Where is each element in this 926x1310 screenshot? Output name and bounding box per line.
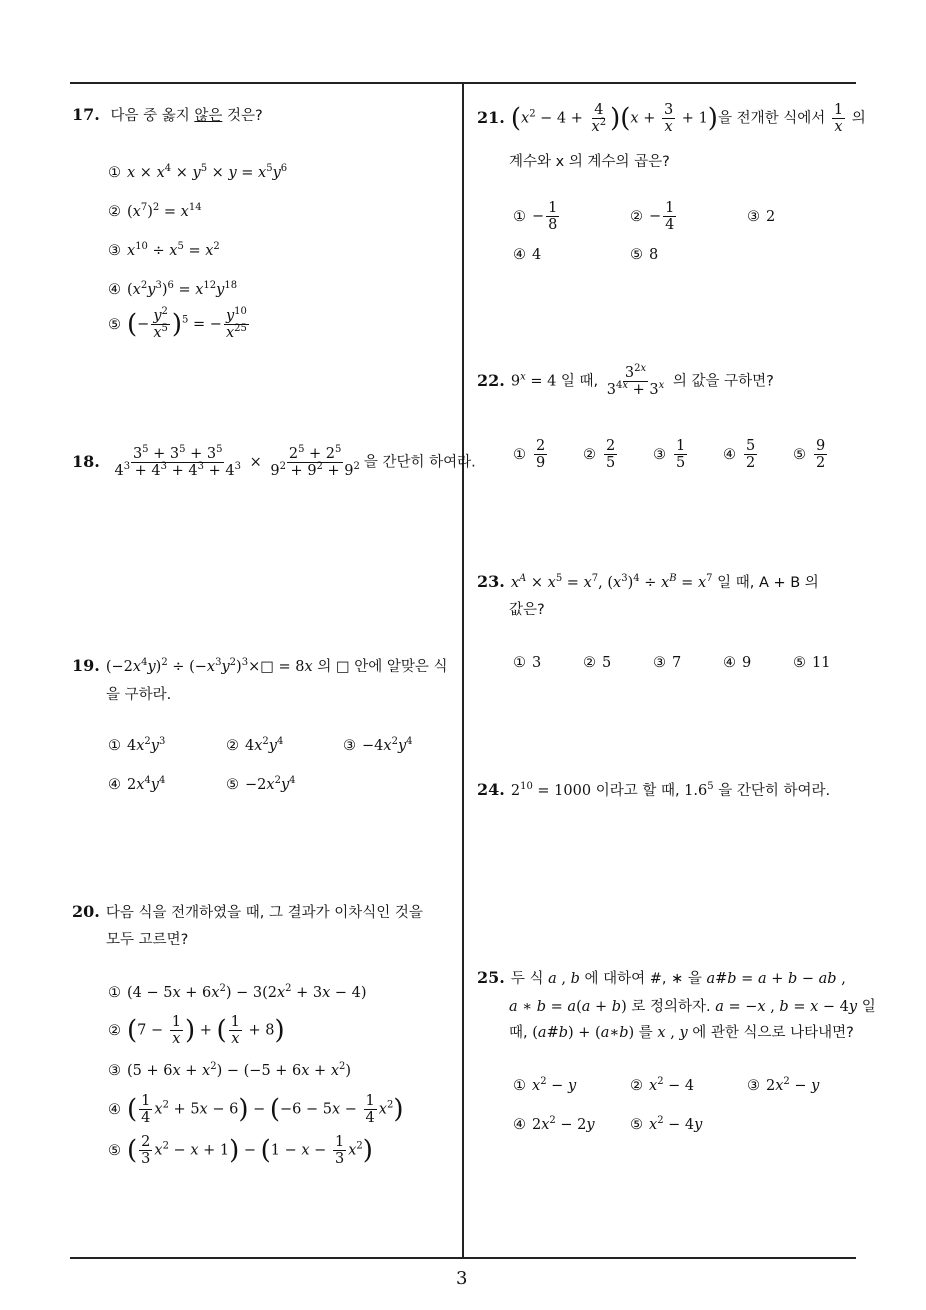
question-23-stem-line2: 값은? bbox=[509, 602, 545, 618]
question-25-stem-line3: 때, (a#b) + (a∗b) 를 x , y 에 관한 식으로 나타내면? bbox=[509, 1025, 854, 1041]
q19-choice-4[interactable]: ④ $2x^4y^4$ bbox=[108, 775, 166, 793]
question-25-stem-line2: a ∗ b = a(a + b) 로 정의하자. a = −x , b = x − 4y 일 bbox=[509, 999, 876, 1015]
question-20-stem-line2: 모두 고르면? bbox=[106, 932, 189, 948]
q25-choice-3[interactable]: ③ $2x^2 - y$ bbox=[747, 1076, 820, 1094]
q23-choice-4[interactable]: ④ 9 bbox=[723, 655, 752, 671]
question-22-stem: 22. $9^x = 4$ 일 때, $\frac{3^{2x}}{3^{4x} + 3^x}$ 의 값을 구하면? bbox=[477, 363, 774, 398]
question-21-stem-line2: 계수와 x 의 계수의 곱은? bbox=[509, 154, 670, 170]
q17-choice-2[interactable]: ② $(x^7)^2 = x^{14}$ bbox=[108, 202, 202, 220]
q17-choice-3[interactable]: ③ $x^{10} \div x^5 = x^2$ bbox=[108, 241, 220, 259]
q25-choice-1[interactable]: ① $x^2 - y$ bbox=[513, 1076, 577, 1094]
q22-choice-1[interactable]: ① $\frac{2}{9}$ bbox=[513, 438, 546, 471]
column-divider bbox=[462, 82, 464, 1258]
q22-choice-5[interactable]: ⑤ $\frac{9}{2}$ bbox=[793, 438, 826, 471]
q22-choice-3[interactable]: ③ $\frac{1}{5}$ bbox=[653, 438, 686, 471]
q17-choice-4[interactable]: ④ $(x^2y^3)^6 = x^{12}y^{18}$ bbox=[108, 280, 238, 298]
q19-choice-5[interactable]: ⑤ $-2x^2y^4$ bbox=[226, 775, 296, 793]
q17-choice-1[interactable]: ① $x \times x^4 \times y^5 \times y = x^5y^6$ bbox=[108, 163, 288, 181]
q21-choice-1[interactable]: ① − $\frac{1}{8}$ bbox=[513, 200, 558, 233]
q22-choice-2[interactable]: ② $\frac{2}{5}$ bbox=[583, 438, 616, 471]
question-21-stem: 21. ($x^2 - 4$ + $\frac{4}{x^2}$ )(x + $\frac{3}{x}$ + 1)을 전개한 식에서 $\frac{1}{x}$ 의 bbox=[477, 102, 866, 135]
q19-choice-1[interactable]: ① $4x^2y^3$ bbox=[108, 736, 166, 754]
question-20-stem: 20. 다음 식을 전개하였을 때, 그 결과가 이차식인 것을 bbox=[72, 902, 423, 921]
question-19-stem-line2: 을 구하라. bbox=[106, 687, 172, 703]
question-23-stem: 23. $x^A \times x^5 = x^7$, $(x^3)^4 \div x^B = x^7$ 일 때, A + B 의 bbox=[477, 572, 819, 591]
question-25-stem: 25. 두 식 a , b 에 대하여 #, ∗ 을 a#b = a + b − ab , bbox=[477, 968, 846, 987]
q17-choice-5[interactable]: ⑤ (− $\frac{y^2}{x^5}$ )$^5$ = − $\frac{y^{10}}{x^{25}}$ bbox=[108, 306, 247, 341]
q21-choice-4[interactable]: ④ 4 bbox=[513, 247, 542, 263]
question-17-stem: 17. 다음 중 옳지 않은 것은? bbox=[72, 105, 263, 124]
q20-choice-2[interactable]: ② (7 − $\frac{1}{x}$ ) + ( $\frac{1}{x}$ + 8) bbox=[108, 1014, 285, 1047]
q20-choice-1[interactable]: ① $(4 - 5x + 6x^2) - 3(2x^2 + 3x - 4)$ bbox=[108, 983, 367, 1001]
q23-choice-1[interactable]: ① 3 bbox=[513, 655, 542, 671]
q21-choice-3[interactable]: ③ 2 bbox=[747, 209, 776, 225]
q21-choice-5[interactable]: ⑤ 8 bbox=[630, 247, 659, 263]
question-number: 17. bbox=[72, 105, 100, 124]
q25-choice-5[interactable]: ⑤ $x^2 - 4y$ bbox=[630, 1115, 703, 1133]
question-19-stem: 19. $(-2x^4y)^2$ ÷ $(-x^3y^2)^3\times□ = 8x$ 의 □ 안에 알맞은 식 bbox=[72, 656, 448, 675]
question-18: 18. $\frac{3^5 + 3^5 + 3^5}{4^3 + 4^3 + 4^3 + 4^3}$ × $\frac{2^5 + 2^5}{9^2 + 9^2 + 9^2}$ 을 간단히 하여라. bbox=[72, 444, 476, 479]
q25-choice-4[interactable]: ④ $2x^2 - 2y$ bbox=[513, 1115, 595, 1133]
q23-choice-2[interactable]: ② 5 bbox=[583, 655, 612, 671]
q21-choice-2[interactable]: ② − $\frac{1}{4}$ bbox=[630, 200, 675, 233]
bottom-rule bbox=[70, 1257, 856, 1259]
q19-choice-3[interactable]: ③ $-4x^2y^4$ bbox=[343, 736, 413, 754]
q23-choice-5[interactable]: ⑤ 11 bbox=[793, 655, 831, 671]
q20-choice-5[interactable]: ⑤ ( $\frac{2}{3}$ $x^2 - x + 1) - (1 - x$ − $\frac{1}{3}$ $x^2$) bbox=[108, 1134, 373, 1167]
q22-choice-4[interactable]: ④ $\frac{5}{2}$ bbox=[723, 438, 756, 471]
q23-choice-3[interactable]: ③ 7 bbox=[653, 655, 682, 671]
page-number: 3 bbox=[456, 1268, 468, 1289]
question-24: 24. $2^{10} = 1000$ 이라고 할 때, $1.6^5$ 을 간단히 하여라. bbox=[477, 780, 831, 799]
underlined-word: 않은 bbox=[194, 108, 223, 124]
q20-choice-3[interactable]: ③ $(5 + 6x + x^2) - (-5 + 6x + x^2)$ bbox=[108, 1061, 352, 1079]
q20-choice-4[interactable]: ④ ( $\frac{1}{4}$ $x^2 + 5x - 6) - (-6 - 5x$ − $\frac{1}{4}$ $x^2$) bbox=[108, 1093, 404, 1126]
q19-choice-2[interactable]: ② $4x^2y^4$ bbox=[226, 736, 284, 754]
q25-choice-2[interactable]: ② $x^2 - 4$ bbox=[630, 1076, 695, 1094]
